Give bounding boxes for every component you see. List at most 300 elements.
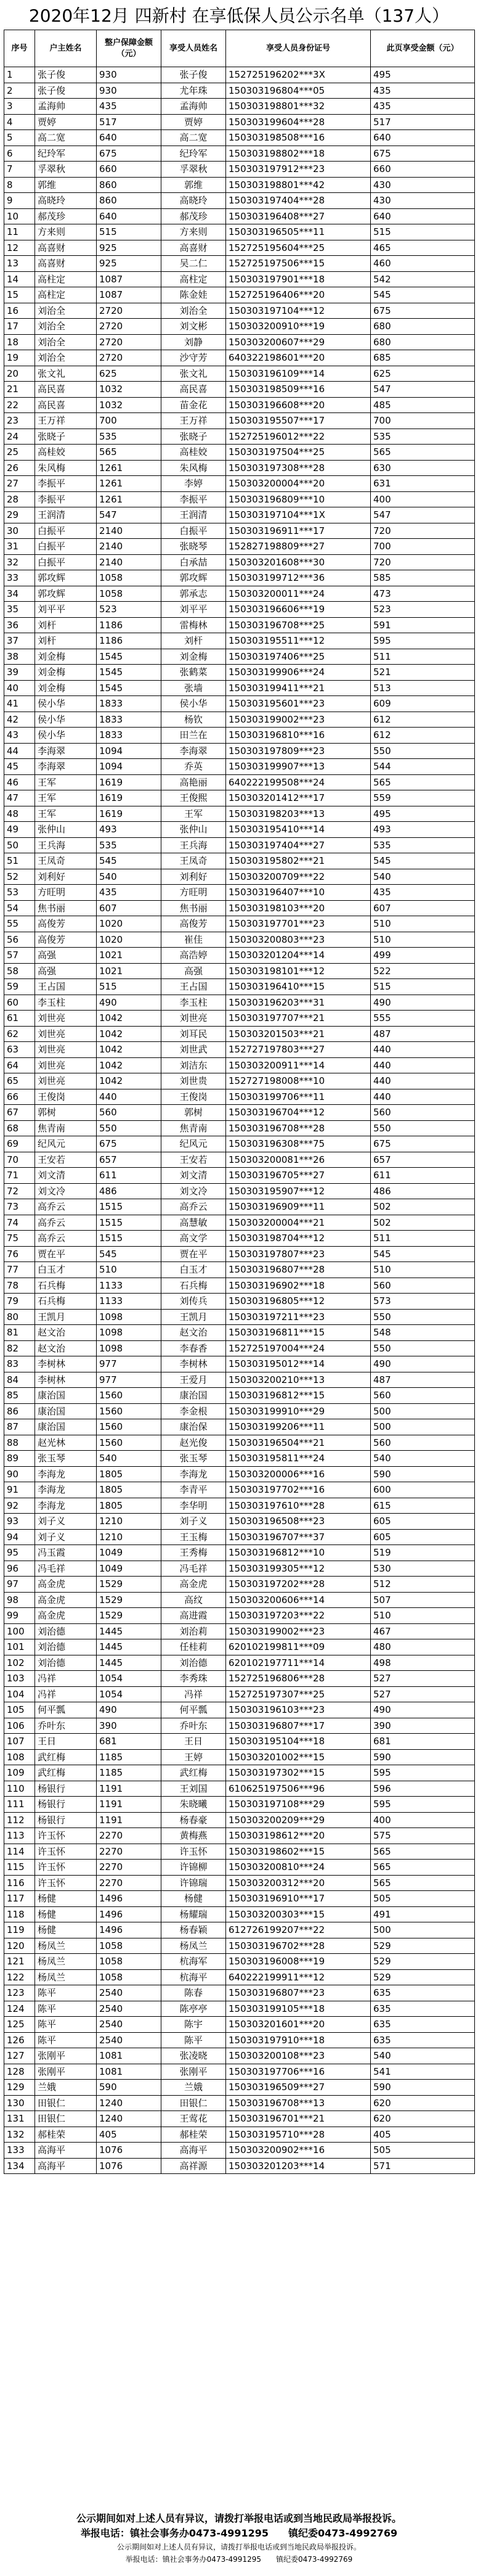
table-row (4, 146, 475, 162)
id-number: 150303198801***42 (226, 177, 371, 193)
id-number: 150303195511***12 (226, 633, 371, 649)
id-number: 152725197004***24 (226, 1340, 371, 1356)
household-head-name: 高乔云 (35, 1199, 97, 1215)
row-number: 127 (4, 2048, 35, 2064)
table-row (4, 1844, 475, 1860)
household-head-name: 郭树 (35, 1105, 97, 1121)
member-name: 高浩婷 (161, 948, 226, 964)
id-number: 150303200902***16 (226, 2143, 371, 2159)
row-number: 58 (4, 963, 35, 979)
row-number: 53 (4, 885, 35, 901)
member-name: 侯小华 (161, 696, 226, 712)
household-amount: 545 (97, 853, 161, 869)
household-amount: 977 (97, 1356, 161, 1372)
household-amount: 860 (97, 177, 161, 193)
id-number: 150303196807***28 (226, 1262, 371, 1278)
household-head-name: 冯祥 (35, 1671, 97, 1687)
member-name: 许玉怀 (161, 1844, 226, 1860)
household-amount: 523 (97, 602, 161, 618)
household-head-name: 刘治德 (35, 1623, 97, 1639)
household-head-name: 郝茂珍 (35, 208, 97, 224)
row-number: 101 (4, 1639, 35, 1655)
page-amount: 513 (371, 680, 475, 696)
page-amount: 550 (371, 743, 475, 759)
table-row (4, 2048, 475, 2064)
id-number: 150303197701***23 (226, 916, 371, 932)
household-amount: 1833 (97, 712, 161, 728)
household-head-name: 白振平 (35, 554, 97, 570)
table-row (4, 1466, 475, 1482)
page-amount: 510 (371, 1608, 475, 1624)
household-amount: 565 (97, 445, 161, 461)
table-row (4, 759, 475, 775)
member-name: 王凯月 (161, 1309, 226, 1325)
table-row (4, 476, 475, 492)
row-number: 96 (4, 1561, 35, 1577)
household-amount: 1560 (97, 1403, 161, 1419)
household-amount: 611 (97, 1168, 161, 1184)
row-number: 16 (4, 303, 35, 319)
household-head-name: 高柱定 (35, 271, 97, 287)
household-head-name: 王凯月 (35, 1309, 97, 1325)
id-number: 150303196805***12 (226, 1294, 371, 1310)
id-number: 150303197211***23 (226, 1309, 371, 1325)
id-number: 150303196704***12 (226, 1105, 371, 1121)
row-number: 91 (4, 1482, 35, 1498)
household-head-name: 刘文冷 (35, 1183, 97, 1199)
table-row (4, 1545, 475, 1561)
page-amount: 573 (371, 1294, 475, 1310)
page-amount: 675 (371, 1136, 475, 1152)
page-amount: 465 (371, 240, 475, 256)
id-number: 150303198612***20 (226, 1828, 371, 1844)
household-amount: 625 (97, 366, 161, 382)
id-number: 150303201412***17 (226, 790, 371, 806)
page-amount: 510 (371, 932, 475, 948)
table-row (4, 1639, 475, 1655)
household-amount: 2140 (97, 523, 161, 539)
member-name: 高慧敏 (161, 1215, 226, 1231)
row-number: 60 (4, 995, 35, 1011)
page-amount: 435 (371, 83, 475, 99)
id-number: 150303196812***15 (226, 1388, 371, 1404)
id-number: 150303200709***22 (226, 869, 371, 885)
row-number: 131 (4, 2111, 35, 2127)
member-name: 刘耳民 (161, 1026, 226, 1042)
page-amount: 630 (371, 460, 475, 476)
household-amount: 2540 (97, 2032, 161, 2048)
member-name: 刘文清 (161, 1168, 226, 1184)
household-amount: 700 (97, 413, 161, 429)
page-amount: 559 (371, 790, 475, 806)
row-number: 66 (4, 1089, 35, 1105)
household-amount: 657 (97, 1152, 161, 1168)
id-number: 150303198101***12 (226, 963, 371, 979)
household-head-name: 杨银行 (35, 1812, 97, 1828)
row-number: 103 (4, 1671, 35, 1687)
page-amount: 544 (371, 759, 475, 775)
id-number: 150303198509***16 (226, 382, 371, 398)
page-amount: 505 (371, 1891, 475, 1907)
id-number: 150303200606***14 (226, 1592, 371, 1608)
household-head-name: 王军 (35, 774, 97, 790)
page-amount: 560 (371, 1278, 475, 1294)
page-amount: 499 (371, 948, 475, 964)
row-number: 25 (4, 445, 35, 461)
household-amount: 1515 (97, 1231, 161, 1247)
row-number: 20 (4, 366, 35, 382)
row-number: 7 (4, 162, 35, 178)
household-amount: 1133 (97, 1278, 161, 1294)
member-name: 李海翠 (161, 743, 226, 759)
table-row (4, 303, 475, 319)
page-amount: 512 (371, 1577, 475, 1593)
page-amount: 529 (371, 1954, 475, 1970)
table-row (4, 1451, 475, 1467)
household-amount: 547 (97, 507, 161, 523)
row-number: 36 (4, 617, 35, 633)
id-number: 150303198802***18 (226, 146, 371, 162)
household-amount: 2720 (97, 319, 161, 335)
id-number: 150303197910***18 (226, 2032, 371, 2048)
page-amount: 530 (371, 1561, 475, 1577)
id-number: 150303199105***18 (226, 2001, 371, 2017)
row-number: 89 (4, 1451, 35, 1467)
household-head-name: 张子俊 (35, 67, 97, 83)
household-head-name: 许玉怀 (35, 1875, 97, 1891)
household-head-name: 高乔云 (35, 1215, 97, 1231)
table-header-row (4, 30, 475, 67)
row-number: 49 (4, 822, 35, 838)
page-amount: 541 (371, 2064, 475, 2080)
page-amount: 510 (371, 916, 475, 932)
id-number: 150303200911***14 (226, 1057, 371, 1073)
member-name: 赵文治 (161, 1325, 226, 1341)
id-number: 150303199002***23 (226, 712, 371, 728)
household-head-name: 郝桂荣 (35, 2127, 97, 2143)
id-number: 152725196806***28 (226, 1671, 371, 1687)
row-number: 84 (4, 1372, 35, 1388)
member-name: 王玉梅 (161, 1529, 226, 1545)
member-name: 陈宇 (161, 2017, 226, 2033)
table-row (4, 790, 475, 806)
household-head-name: 许玉怀 (35, 1860, 97, 1876)
table-row (4, 1309, 475, 1325)
page-amount: 493 (371, 822, 475, 838)
table-row (4, 1922, 475, 1938)
page-amount: 400 (371, 491, 475, 507)
id-number: 150303200303***15 (226, 1906, 371, 1922)
household-head-name: 康治国 (35, 1388, 97, 1404)
row-number: 51 (4, 853, 35, 869)
table-row (4, 837, 475, 853)
id-number: 150303196910***17 (226, 1891, 371, 1907)
id-number: 152725197307***25 (226, 1686, 371, 1702)
member-name: 高进霞 (161, 1608, 226, 1624)
id-number: 150303198103***20 (226, 900, 371, 916)
footer-report-phones-small: 举报电话：镇社会事务办0473-4991295 镇纪委0473-4992769 (125, 2555, 353, 2564)
id-number: 150303200081***26 (226, 1152, 371, 1168)
page-amount: 595 (371, 1765, 475, 1781)
member-name: 贾婷 (161, 114, 226, 130)
row-number: 62 (4, 1026, 35, 1042)
household-head-name: 孟海帅 (35, 99, 97, 115)
household-amount: 1560 (97, 1435, 161, 1451)
row-number: 111 (4, 1797, 35, 1813)
table-row (4, 1183, 475, 1199)
household-head-name: 张刚平 (35, 2048, 97, 2064)
member-name: 高金虎 (161, 1577, 226, 1593)
household-head-name: 高民喜 (35, 397, 97, 413)
row-number: 38 (4, 649, 35, 665)
row-number: 21 (4, 382, 35, 398)
household-amount: 2270 (97, 1844, 161, 1860)
member-name: 孟海帅 (161, 99, 226, 115)
table-row (4, 1608, 475, 1624)
page-amount: 605 (371, 1529, 475, 1545)
id-number: 150303198704***12 (226, 1231, 371, 1247)
table-row (4, 665, 475, 681)
household-amount: 860 (97, 193, 161, 209)
member-name: 刘杆 (161, 633, 226, 649)
id-number: 612726199207***22 (226, 1922, 371, 1938)
household-amount: 1185 (97, 1749, 161, 1765)
household-head-name: 李玉柱 (35, 995, 97, 1011)
page-amount: 500 (371, 1419, 475, 1435)
member-name: 白承喆 (161, 554, 226, 570)
household-head-name: 李树林 (35, 1372, 97, 1388)
table-row (4, 696, 475, 712)
row-number: 72 (4, 1183, 35, 1199)
id-number: 150303200004***21 (226, 1215, 371, 1231)
id-number: 150303196911***17 (226, 523, 371, 539)
footer-report-phones: 举报电话：镇社会事务办0473-4991295 镇纪委0473-4992769 (80, 2527, 398, 2539)
row-number: 109 (4, 1765, 35, 1781)
table-row (4, 932, 475, 948)
row-number: 68 (4, 1120, 35, 1136)
member-name: 高桂姣 (161, 445, 226, 461)
household-amount: 545 (97, 1246, 161, 1262)
row-number: 102 (4, 1655, 35, 1671)
household-amount: 1496 (97, 1922, 161, 1938)
table-row (4, 586, 475, 602)
household-amount: 2720 (97, 303, 161, 319)
member-name: 李玉柱 (161, 995, 226, 1011)
household-head-name: 侯小华 (35, 728, 97, 744)
member-name: 杨耀瑞 (161, 1906, 226, 1922)
row-number: 43 (4, 728, 35, 744)
household-head-name: 高强 (35, 948, 97, 964)
page-amount: 490 (371, 1702, 475, 1718)
household-amount: 660 (97, 162, 161, 178)
table-row (4, 570, 475, 586)
member-name: 刘洁东 (161, 1057, 226, 1073)
household-amount: 1098 (97, 1325, 161, 1341)
member-name: 李华明 (161, 1498, 226, 1514)
household-head-name: 侯小华 (35, 712, 97, 728)
page-amount: 500 (371, 1922, 475, 1938)
household-head-name: 李树林 (35, 1356, 97, 1372)
id-number: 150303196509***27 (226, 2080, 371, 2096)
page-amount: 600 (371, 1482, 475, 1498)
id-number: 150303198801***32 (226, 99, 371, 115)
member-name: 沙守芳 (161, 350, 226, 366)
table-row (4, 240, 475, 256)
id-number: 150303196902***18 (226, 1278, 371, 1294)
page-amount: 596 (371, 1781, 475, 1797)
household-head-name: 高金虎 (35, 1577, 97, 1593)
household-head-name: 李海翠 (35, 743, 97, 759)
household-head-name: 高金虎 (35, 1592, 97, 1608)
page-amount: 517 (371, 114, 475, 130)
id-number: 150303201002***15 (226, 1749, 371, 1765)
row-number: 115 (4, 1860, 35, 1876)
id-number: 150303198602***15 (226, 1844, 371, 1860)
household-amount: 1805 (97, 1482, 161, 1498)
table-row (4, 822, 475, 838)
page-amount: 487 (371, 1372, 475, 1388)
household-head-name: 刘世亮 (35, 1057, 97, 1073)
household-head-name: 何平瓢 (35, 1702, 97, 1718)
row-number: 93 (4, 1514, 35, 1530)
household-amount: 517 (97, 114, 161, 130)
table-row (4, 1246, 475, 1262)
row-number: 112 (4, 1812, 35, 1828)
id-number: 150303199206***11 (226, 1419, 371, 1435)
household-amount: 1545 (97, 649, 161, 665)
table-row (4, 2032, 475, 2048)
table-row (4, 413, 475, 429)
household-amount: 2140 (97, 554, 161, 570)
table-row (4, 224, 475, 240)
household-amount: 1191 (97, 1797, 161, 1813)
id-number: 640322198601***20 (226, 350, 371, 366)
household-amount: 1619 (97, 806, 161, 822)
id-number: 150303196708***13 (226, 2095, 371, 2111)
row-number: 10 (4, 208, 35, 224)
col-header-household-amount: 整户保障金额（元） (97, 30, 161, 67)
id-number: 150303199907***13 (226, 759, 371, 775)
member-name: 陈金娃 (161, 287, 226, 303)
id-number: 150303197912***23 (226, 162, 371, 178)
household-head-name: 高海平 (35, 2158, 97, 2174)
page-amount: 590 (371, 1466, 475, 1482)
page-amount: 440 (371, 1042, 475, 1058)
member-name: 刘文冷 (161, 1183, 226, 1199)
id-number: 150303199706***11 (226, 1089, 371, 1105)
table-row (4, 1969, 475, 1985)
table-row (4, 193, 475, 209)
household-head-name: 赵光林 (35, 1435, 97, 1451)
member-name: 杨春颖 (161, 1922, 226, 1938)
member-name: 王婷 (161, 1749, 226, 1765)
household-amount: 1081 (97, 2064, 161, 2080)
id-number: 150303197901***18 (226, 271, 371, 287)
member-name: 冯毛祥 (161, 1561, 226, 1577)
row-number: 105 (4, 1702, 35, 1718)
id-number: 150303197202***28 (226, 1577, 371, 1593)
page-amount: 502 (371, 1215, 475, 1231)
id-number: 150303199910***29 (226, 1403, 371, 1419)
id-number: 150303201203***14 (226, 2158, 371, 2174)
member-name: 王日 (161, 1734, 226, 1750)
household-head-name: 刘平平 (35, 602, 97, 618)
household-head-name: 张子俊 (35, 83, 97, 99)
table-row (4, 67, 475, 83)
page-amount: 560 (371, 1388, 475, 1404)
row-number: 37 (4, 633, 35, 649)
household-head-name: 石兵梅 (35, 1294, 97, 1310)
page-amount: 575 (371, 1828, 475, 1844)
member-name: 朱风梅 (161, 460, 226, 476)
row-number: 81 (4, 1325, 35, 1341)
row-number: 69 (4, 1136, 35, 1152)
id-number: 150303197404***27 (226, 837, 371, 853)
household-amount: 681 (97, 1734, 161, 1750)
member-name: 雷梅林 (161, 617, 226, 633)
id-number: 150303197807***23 (226, 1246, 371, 1262)
household-amount: 1445 (97, 1639, 161, 1655)
row-number: 73 (4, 1199, 35, 1215)
household-head-name: 李海翠 (35, 759, 97, 775)
household-amount: 1529 (97, 1592, 161, 1608)
table-row (4, 1671, 475, 1687)
id-number: 150303198203***13 (226, 806, 371, 822)
page-amount: 625 (371, 366, 475, 382)
row-number: 4 (4, 114, 35, 130)
id-number: 150303200108***23 (226, 2048, 371, 2064)
member-name: 刘利好 (161, 869, 226, 885)
row-number: 24 (4, 429, 35, 445)
table-row (4, 1797, 475, 1813)
table-row (4, 83, 475, 99)
id-number: 150303200006***16 (226, 1466, 371, 1482)
row-number: 76 (4, 1246, 35, 1262)
id-number: 620102199811***09 (226, 1639, 371, 1655)
household-amount: 490 (97, 995, 161, 1011)
row-number: 67 (4, 1105, 35, 1121)
row-number: 23 (4, 413, 35, 429)
household-head-name: 王兵海 (35, 837, 97, 853)
id-number: 150303196809***10 (226, 491, 371, 507)
member-name: 方来则 (161, 224, 226, 240)
id-number: 150303198508***16 (226, 130, 371, 146)
id-number: 150303197104***1X (226, 507, 371, 523)
page-amount: 590 (371, 1749, 475, 1765)
page-amount: 681 (371, 1734, 475, 1750)
table-row (4, 1623, 475, 1639)
page-amount: 680 (371, 334, 475, 350)
member-name: 康治保 (161, 1419, 226, 1435)
page-amount: 635 (371, 2001, 475, 2017)
page-amount: 529 (371, 1969, 475, 1985)
household-head-name: 郭攻辉 (35, 586, 97, 602)
household-head-name: 冯祥 (35, 1686, 97, 1702)
member-name: 刘治德 (161, 1655, 226, 1671)
household-head-name: 高金虎 (35, 1608, 97, 1624)
id-number: 150303195802***21 (226, 853, 371, 869)
id-number: 150303201601***20 (226, 2017, 371, 2033)
household-head-name: 杨健 (35, 1922, 97, 1938)
table-row (4, 2095, 475, 2111)
page-amount: 400 (371, 1812, 475, 1828)
household-amount: 2540 (97, 1985, 161, 2001)
page-amount: 675 (371, 303, 475, 319)
member-name: 高晓玲 (161, 193, 226, 209)
household-head-name: 高喜财 (35, 240, 97, 256)
household-head-name: 张晓子 (35, 429, 97, 445)
page-amount: 685 (371, 350, 475, 366)
